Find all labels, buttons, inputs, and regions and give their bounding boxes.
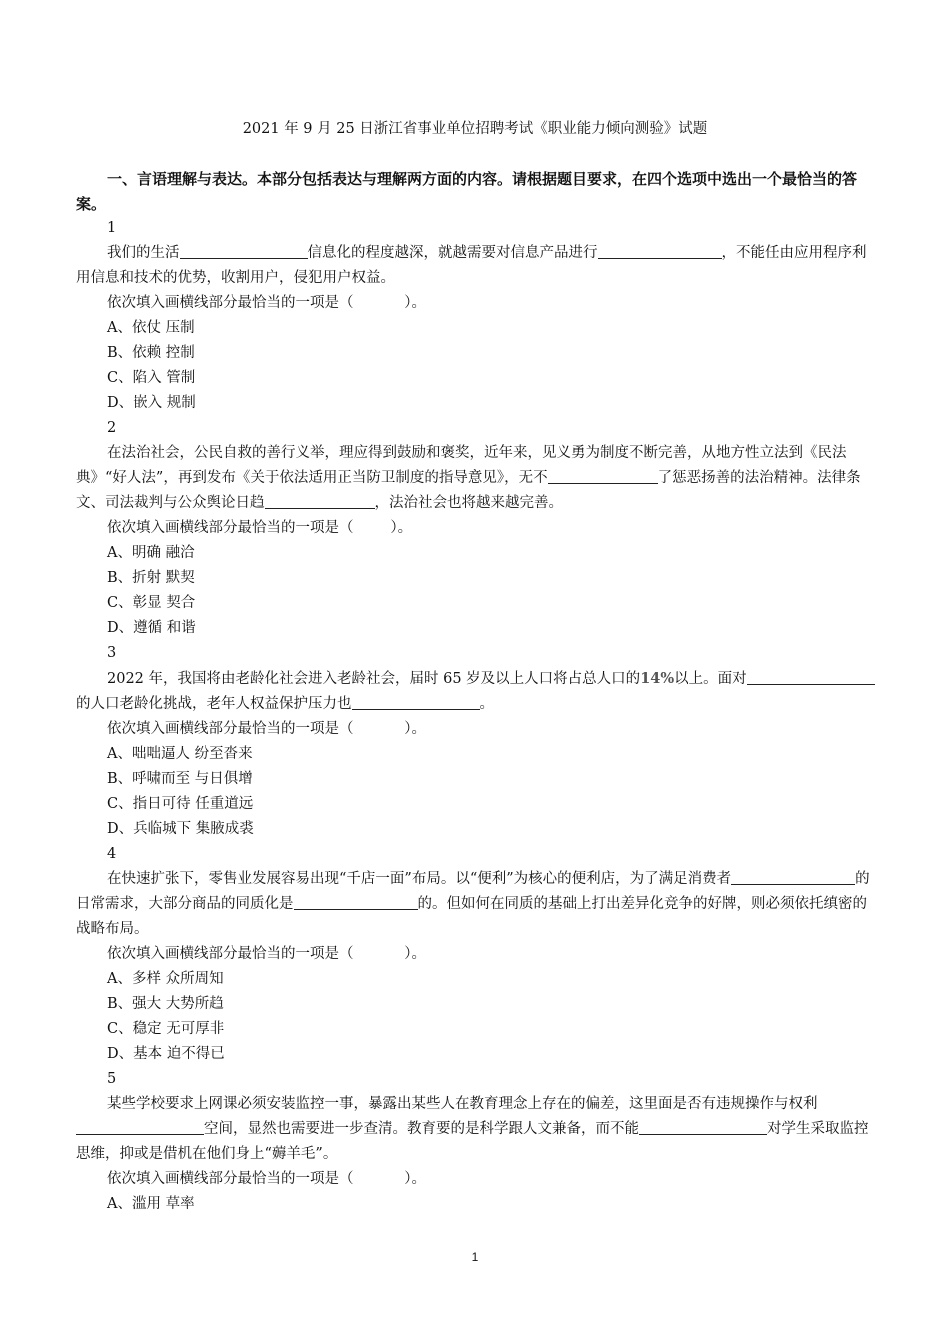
answer-blank [548,466,658,484]
question-prompt: 依次填入画横线部分最恰当的一项是（ ）。 [107,721,426,737]
question-list [76,216,876,1217]
answer-option[interactable]: C、陷入 管制 [107,370,196,386]
answer-blank [265,491,375,509]
question-stem: 在快速扩张下，零售业发展容易出现“千店一面”布局。以“便利”为核心的便利店，为了满足消费者 的日常需求，大部分商品的同质化是 的。但如何在同质的基础上打出差异化竞争的好牌，则必须依托缜密的战略布局。 [76,867,876,942]
question-stem: 2022 年，我国将由老龄化社会进入老龄社会，届时 65 岁及以上人口将占总人口的14%以上。面对的人口老龄化挑战，老年人权益保护压力也 。 [76,666,876,717]
answer-option[interactable]: C、稳定 无可厚非 [107,1021,225,1037]
question-prompt: 依次填入画横线部分最恰当的一项是（ ）。 [107,520,413,536]
answer-blank [747,667,875,685]
answer-blank [76,1117,204,1135]
section-heading: 一、言语理解与表达。本部分包括表达与理解两方面的内容。请根据题目要求，在四个选项中选出一个最恰当的答案。 [76,170,858,213]
answer-blank [731,867,855,885]
question-stem: 在法治社会，公民自救的善行义举，理应得到鼓励和褒奖，近年来，见义勇为制度不断完善，从地方性立法到《民法典》“好人法”，再到发布《关于依法适用正当防卫制度的指导意见》，无不 了惩恶扬善的法治精神。法律条文、司法裁判与公众舆论日趋 ，法治社会也将越来越完善。 [76,445,861,511]
answer-option[interactable]: C、彰显 契合 [107,595,196,611]
answer-option[interactable]: C、指日可待 任重道远 [107,796,254,812]
question-prompt: 依次填入画横线部分最恰当的一项是（ ）。 [107,1171,426,1187]
answer-option[interactable]: A、滥用 草率 [107,1196,195,1212]
answer-option[interactable]: A、明确 融洽 [107,545,195,561]
answer-option[interactable]: D、兵临城下 集腋成裘 [107,821,254,837]
answer-blank [180,241,308,259]
answer-option[interactable]: B、折射 默契 [107,570,195,586]
answer-option[interactable]: B、强大 大势所趋 [107,996,224,1012]
answer-option[interactable]: D、基本 迫不得已 [107,1046,225,1062]
question-number: 2 [107,420,117,436]
question-prompt: 依次填入画横线部分最恰当的一项是（ ）。 [107,295,426,311]
answer-option[interactable]: A、多样 众所周知 [107,971,224,987]
answer-option[interactable]: D、遵循 和谐 [107,620,196,636]
answer-blank [352,692,480,710]
question-number: 3 [107,645,117,661]
answer-option[interactable]: B、依赖 控制 [107,345,195,361]
answer-blank [639,1117,767,1135]
answer-blank [598,241,722,259]
question-number: 5 [107,1071,117,1087]
percent-value: 14% [640,670,675,687]
question-number: 1 [107,220,117,236]
page-number: 1 [471,1250,479,1264]
question-prompt: 依次填入画横线部分最恰当的一项是（ ）。 [107,946,426,962]
answer-option[interactable]: A、依仗 压制 [107,320,195,336]
question-number: 4 [107,846,117,862]
document-title: 2021 年 9 月 25 日浙江省事业单位招聘考试《职业能力倾向测验》试题 [242,121,708,137]
answer-option[interactable]: A、咄咄逼人 纷至沓来 [107,746,253,762]
answer-option[interactable]: D、嵌入 规制 [107,395,196,411]
answer-blank [294,892,418,910]
answer-option[interactable]: B、呼啸而至 与日俱增 [107,771,253,787]
question-stem: 我们的生活 信息化的程度越深，就越需要对信息产品进行 ，不能任由应用程序利用信息和技术的优势，收割用户，侵犯用户权益。 [76,241,876,291]
question-stem: 某些学校要求上网课必须安装监控一事，暴露出某些人在教育理念上存在的偏差，这里面是否有违规操作与权利空间，显然也需要进一步查清。教育要的是科学跟人文兼备，而不能 对学生采取监控思维，抑或是借机在他们身上“薅羊毛”。 [76,1096,869,1162]
